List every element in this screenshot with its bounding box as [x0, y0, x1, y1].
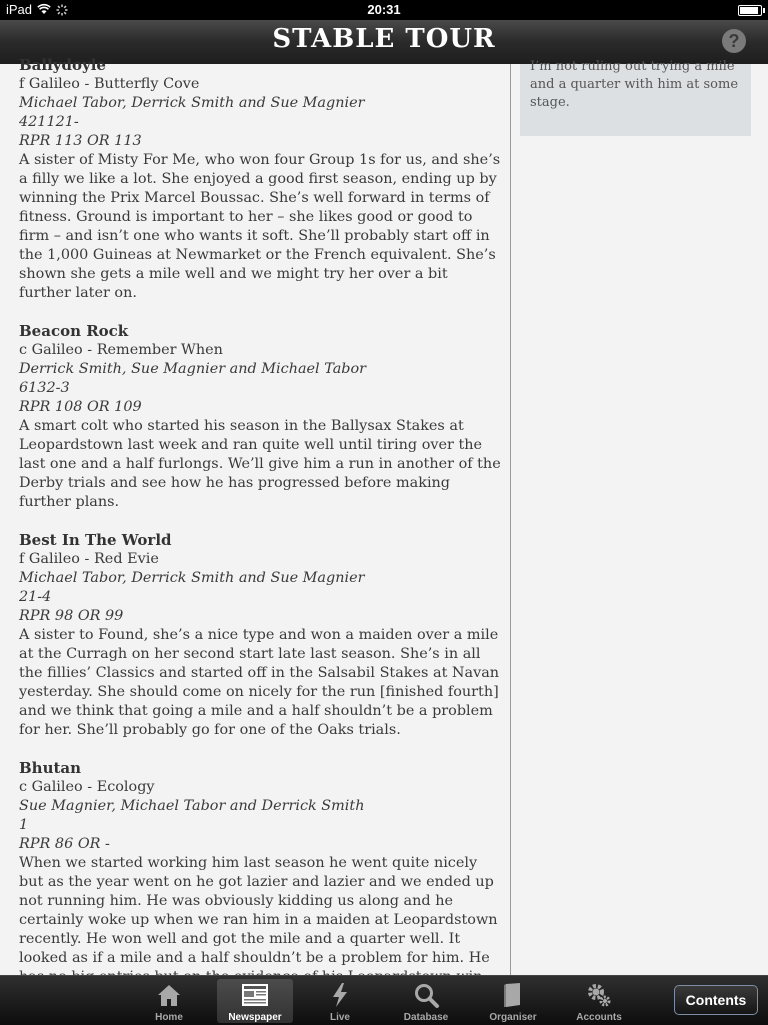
horse-owners: Michael Tabor, Derrick Smith and Sue Magnier — [19, 570, 365, 586]
horse-owners: Michael Tabor, Derrick Smith and Sue Magnier — [19, 95, 365, 111]
horse-name: Ballydoyle — [19, 56, 106, 74]
horse-owners: Derrick Smith, Sue Magnier and Michael Tabor — [19, 361, 367, 377]
horse-breeding: c Galileo - Ecology — [19, 779, 155, 795]
article-view[interactable] — [0, 56, 768, 975]
gear-icon — [585, 982, 613, 1008]
pull-quote-box — [520, 59, 751, 136]
newspaper-icon — [241, 982, 269, 1008]
battery-icon — [738, 5, 762, 16]
article-body — [19, 56, 503, 1025]
horse-description: A sister to Found, she’s a nice type and won a maiden over a mile at the Curragh on her second start late last season. She’s in all the fillies’ Classics and started off in the Salsabil Stakes at Navan yesterday. She should come on nicely for the run [finished fourth] and we think that going a mile and a half shouldn’t be a problem for her. She’ll probably go for one of the Oaks trials. — [19, 627, 500, 738]
horse-entry — [19, 531, 503, 740]
search-icon — [413, 982, 439, 1008]
horse-description: When we started working him last season he went quite nicely but as the year went on he got lazier and lazier and we ended up not running him. He was obviously kidding us along and he certainly woke up when we ran him in a maiden at Leopardstown recently. He won well and got the mile and a quarter well. It looked as if a mile and a half shouldn’t be a problem for him. He — [19, 855, 498, 966]
horse-breeding: f Galileo - Butterfly Cove — [19, 76, 200, 92]
horse-name: Bhutan — [19, 759, 82, 777]
tab-label: Organiser — [489, 1012, 537, 1023]
tab-label: Newspaper — [228, 1012, 282, 1023]
horse-description: A sister of Misty For Me, who won four Group 1s for us, and she’s a filly we like a lot. She enjoyed a good first season, ending up by winning the Prix Marcel Boussac. She’s well forward in terms of fitness. Ground is important to her – she likes good or good to firm – and isn’t one who wants it soft. She’ll probably start off in the 1,000 Guineas at Newmarket or the French equivalent. She’s shown she gets a mile well and we might try her over a bit further later on. — [19, 152, 501, 301]
contents-button[interactable]: Contents — [674, 985, 758, 1015]
home-icon — [156, 982, 182, 1008]
horse-name: Beacon Rock — [19, 322, 129, 340]
horse-breeding: f Galileo - Red Evie — [19, 551, 159, 567]
tab-label: Database — [403, 1012, 449, 1023]
tab-live[interactable] — [302, 979, 378, 1023]
horse-rating: RPR 113 OR 113 — [19, 133, 142, 149]
horse-rating: RPR 86 OR - — [19, 836, 110, 852]
tab-bar — [0, 975, 768, 1025]
lightning-icon — [330, 982, 350, 1008]
horse-rating: RPR 108 OR 109 — [19, 399, 142, 415]
help-icon[interactable]: ? — [722, 29, 746, 53]
tab-database[interactable] — [388, 979, 464, 1023]
tab-organiser[interactable] — [475, 979, 551, 1023]
tab-newspaper[interactable] — [217, 979, 293, 1023]
status-bar — [0, 0, 768, 20]
column-divider — [510, 64, 511, 975]
horse-entry — [19, 759, 503, 1006]
page-title: STABLE TOUR — [272, 24, 496, 54]
tab-label: Live — [329, 1012, 350, 1023]
horse-form: 21-4 — [19, 589, 52, 605]
horse-description: A smart colt who started his season in the Ballysax Stakes at Leopardstown last week and ran quite well until tiring over the last one and a half furlongs. We’ll give him a run in another of the Derby trials and see how he has progressed before making further plans. — [19, 418, 501, 510]
tab-home[interactable] — [131, 979, 207, 1023]
tab-label: Home — [155, 1012, 183, 1023]
horse-entry — [19, 322, 503, 512]
tab-accounts[interactable] — [561, 979, 637, 1023]
horse-form: 421121- — [19, 114, 79, 130]
clock: 20:31 — [367, 2, 401, 17]
horse-form: 1 — [19, 817, 29, 833]
horse-rating: RPR 98 OR 99 — [19, 608, 124, 624]
device-label: iPad — [6, 2, 33, 17]
pull-quote: I’m not ruling out trying a mile and a quarter with him at some stage. — [530, 59, 739, 110]
tab-label: Accounts — [576, 1012, 622, 1023]
book-icon — [502, 982, 524, 1008]
horse-breeding: c Galileo - Remember When — [19, 342, 223, 358]
horse-form: 6132-3 — [19, 380, 70, 396]
horse-entry — [19, 56, 503, 303]
horse-owners: Sue Magnier, Michael Tabor and Derrick Smith — [19, 798, 365, 814]
horse-name: Best In The World — [19, 531, 172, 549]
